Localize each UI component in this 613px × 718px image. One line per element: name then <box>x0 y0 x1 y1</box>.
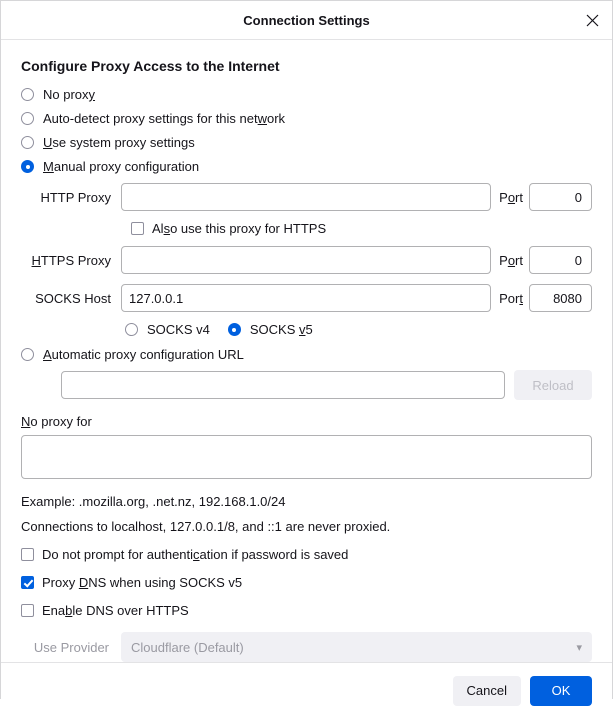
section-heading: Configure Proxy Access to the Internet <box>21 58 280 74</box>
https-proxy-input[interactable] <box>121 246 491 274</box>
socks-host-label: SOCKS Host <box>35 290 111 306</box>
http-proxy-input[interactable] <box>121 183 491 211</box>
checkbox-no-auth-prompt[interactable] <box>21 547 592 562</box>
dialog-title: Connection Settings <box>243 12 370 28</box>
http-port-input[interactable] <box>529 183 592 211</box>
no-auth-prompt-checkbox[interactable] <box>21 548 34 561</box>
radio-indicator <box>21 160 34 173</box>
no-auth-prompt-label: Do not prompt for authentication if password is saved <box>42 547 349 562</box>
radio-indicator <box>21 136 34 149</box>
https-port-label: Port <box>499 252 523 268</box>
dns-over-https-label: Enable DNS over HTTPS <box>42 603 189 618</box>
radio-system-proxy[interactable] <box>21 135 592 150</box>
localhost-note: Connections to localhost, 127.0.0.1/8, and ::1 are never proxied. <box>21 519 391 534</box>
socks-version-row <box>125 322 592 337</box>
http-proxy-label: HTTP Proxy <box>40 189 111 205</box>
radio-indicator <box>21 88 34 101</box>
radio-auto-detect[interactable] <box>21 111 592 126</box>
cancel-button[interactable]: Cancel <box>453 676 521 706</box>
checkbox-proxy-dns[interactable] <box>21 575 592 590</box>
provider-select[interactable] <box>121 632 592 662</box>
radio-pac-url[interactable] <box>21 347 592 362</box>
https-proxy-label: HTTPS Proxy <box>31 252 111 268</box>
radio-socks-v4[interactable] <box>125 322 210 337</box>
https-proxy-row <box>21 246 592 274</box>
socks-host-row <box>21 284 592 312</box>
pac-url-input[interactable] <box>61 371 505 399</box>
no-proxy-for-label: No proxy for <box>21 414 92 429</box>
socks-host-input[interactable] <box>121 284 491 312</box>
dns-over-https-checkbox[interactable] <box>21 604 34 617</box>
socks-port-label: Port <box>499 290 523 306</box>
radio-pac-url-label: Automatic proxy configuration URL <box>43 347 244 362</box>
proxy-dns-checkbox[interactable] <box>21 576 34 589</box>
reload-button[interactable]: Reload <box>514 370 592 400</box>
also-https-row[interactable] <box>131 221 592 236</box>
radio-manual-proxy-label: Manual proxy configuration <box>43 159 200 174</box>
chevron-down-icon: ▾ <box>576 641 582 654</box>
radio-no-proxy-label: No proxy <box>43 87 96 102</box>
radio-manual-proxy[interactable] <box>21 159 592 174</box>
radio-socks-v5[interactable] <box>228 322 313 337</box>
radio-auto-detect-label: Auto-detect proxy settings for this network <box>43 111 286 126</box>
example-text: Example: .mozilla.org, .net.nz, 192.168.1.0/24 <box>21 494 286 509</box>
no-proxy-for-textarea[interactable] <box>21 435 592 479</box>
provider-value: Cloudflare (Default) <box>131 639 244 655</box>
also-https-label: Also use this proxy for HTTPS <box>152 221 327 236</box>
socks-port-input[interactable] <box>529 284 592 312</box>
https-port-input[interactable] <box>529 246 592 274</box>
provider-label: Use Provider <box>33 639 109 655</box>
proxy-dns-label: Proxy DNS when using SOCKS v5 <box>42 575 243 590</box>
dialog-titlebar <box>1 1 612 40</box>
checkbox-dns-over-https[interactable] <box>21 603 592 618</box>
http-proxy-row <box>21 183 592 211</box>
pac-url-row <box>61 370 592 400</box>
radio-indicator <box>125 323 138 336</box>
ok-button[interactable]: OK <box>530 676 592 706</box>
radio-system-proxy-label: Use system proxy settings <box>43 135 195 150</box>
radio-indicator <box>228 323 241 336</box>
radio-socks-v5-label: SOCKS v5 <box>249 322 313 337</box>
radio-socks-v4-label: SOCKS v4 <box>147 322 210 337</box>
dialog-content <box>1 40 612 662</box>
radio-indicator <box>21 348 34 361</box>
provider-row <box>21 632 592 662</box>
close-icon[interactable] <box>580 8 604 32</box>
http-port-label: Port <box>499 189 523 205</box>
dialog-footer <box>1 662 612 718</box>
also-https-checkbox[interactable] <box>131 222 144 235</box>
radio-indicator <box>21 112 34 125</box>
radio-no-proxy[interactable] <box>21 87 592 102</box>
